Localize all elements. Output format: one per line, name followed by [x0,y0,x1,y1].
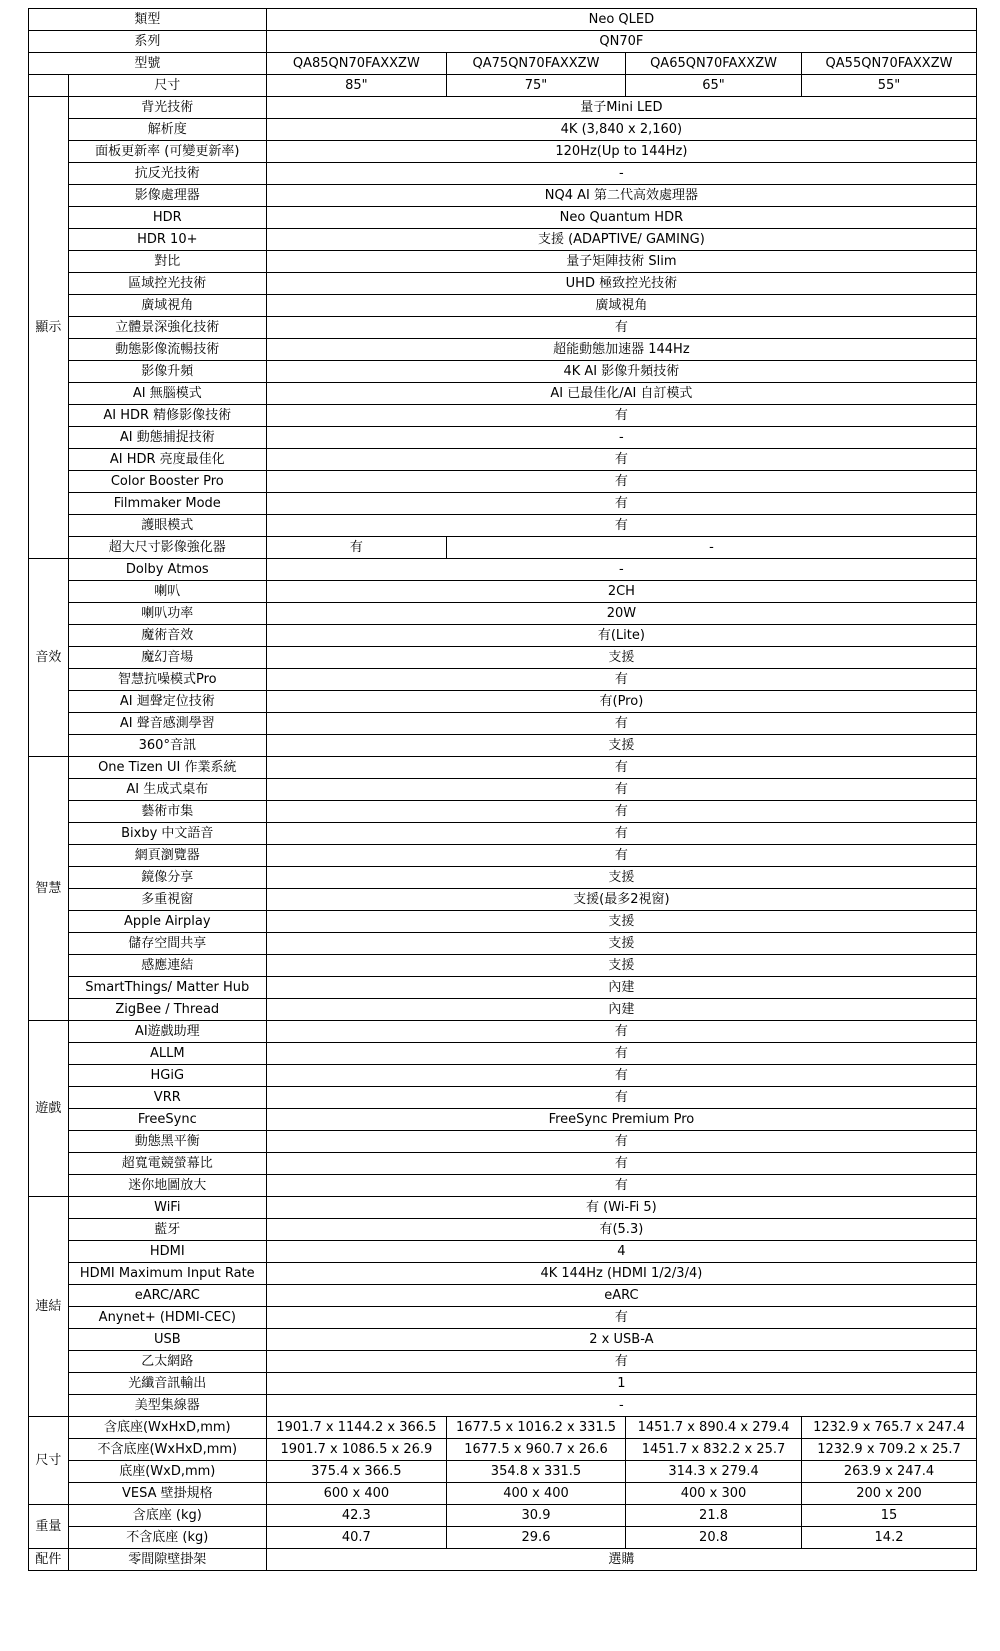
spec-label: 解析度 [68,119,266,141]
group-label: 智慧 [29,757,69,1021]
spec-value-model-2: 1677.5 x 960.7 x 26.6 [446,1439,625,1461]
spec-value: 支援(最多2視窗) [266,889,976,911]
spec-value-model-4: 14.2 [802,1527,977,1549]
spec-row [29,1373,977,1395]
spec-value: 有 [266,317,976,339]
spec-row [29,97,977,119]
spec-label: 網頁瀏覽器 [68,845,266,867]
spec-row [29,1285,977,1307]
spec-row [29,361,977,383]
spec-label: 立體景深強化技術 [68,317,266,339]
spec-row [29,1131,977,1153]
spec-row [29,955,977,977]
spec-label: AI 無腦模式 [68,383,266,405]
spec-value: 有(5.3) [266,1219,976,1241]
spec-value: FreeSync Premium Pro [266,1109,976,1131]
spec-value: 有 [266,1021,976,1043]
spec-value-model-3: 400 x 300 [626,1483,802,1505]
spec-value: 有 (Wi-Fi 5) [266,1197,976,1219]
group-label: 配件 [29,1549,69,1571]
spec-label: 多重視窗 [68,889,266,911]
spec-row [29,1417,977,1439]
spec-row [29,185,977,207]
header-label: 型號 [29,53,267,75]
spec-row [29,1307,977,1329]
spec-value: 有 [266,757,976,779]
spec-label: AI 動態捕捉技術 [68,427,266,449]
spec-label: HDMI [68,1241,266,1263]
spec-value: - [446,537,976,559]
spec-value-model-2: 29.6 [446,1527,625,1549]
spec-value: UHD 極致控光技術 [266,273,976,295]
spec-value-model-1: 375.4 x 366.5 [266,1461,446,1483]
spec-row [29,229,977,251]
spec-label: eARC/ARC [68,1285,266,1307]
spec-row [29,383,977,405]
group-label: 顯示 [29,97,69,559]
spec-row [29,1351,977,1373]
spec-value: 有 [266,1087,976,1109]
spec-value: NQ4 AI 第二代高效處理器 [266,185,976,207]
spec-value: 有 [266,713,976,735]
spec-value-model-1: 600 x 400 [266,1483,446,1505]
spec-label: 魔幻音場 [68,647,266,669]
spec-label: 對比 [68,251,266,273]
spec-value: 量子矩陣技術 Slim [266,251,976,273]
spec-row [29,515,977,537]
spec-value-model-4: 15 [802,1505,977,1527]
spec-row [29,273,977,295]
spec-value: 2 x USB-A [266,1329,976,1351]
spec-label: VRR [68,1087,266,1109]
spec-label: 喇叭 [68,581,266,603]
spec-row [29,1043,977,1065]
spec-label: AI HDR 亮度最佳化 [68,449,266,471]
spec-row [29,647,977,669]
spec-label: 不含底座 (kg) [68,1527,266,1549]
spec-label: 含底座(WxHxD,mm) [68,1417,266,1439]
spec-label: Dolby Atmos [68,559,266,581]
group-label: 連結 [29,1197,69,1417]
spec-label: 迷你地圖放大 [68,1175,266,1197]
spec-value-model-1: 42.3 [266,1505,446,1527]
spec-value-model-3: 1451.7 x 832.2 x 25.7 [626,1439,802,1461]
spec-row [29,559,977,581]
spec-value-model-2: 75" [446,75,625,97]
spec-value: 超能動態加速器 144Hz [266,339,976,361]
spec-label: ZigBee / Thread [68,999,266,1021]
spec-row [29,317,977,339]
spec-row [29,977,977,999]
spec-label: Apple Airplay [68,911,266,933]
spec-value: 支援 [266,955,976,977]
spec-label: 喇叭功率 [68,603,266,625]
spec-value: 有 [266,1043,976,1065]
spec-label: 底座(WxD,mm) [68,1461,266,1483]
spec-row [29,493,977,515]
spec-row [29,845,977,867]
spec-table [28,8,977,1571]
spec-value-model-1: QA85QN70FAXXZW [266,53,446,75]
spec-value: 量子Mini LED [266,97,976,119]
size-row [29,75,977,97]
spec-row [29,1153,977,1175]
spec-value: 支援 [266,867,976,889]
spec-value-model-4: 200 x 200 [802,1483,977,1505]
spec-value: 4K 144Hz (HDMI 1/2/3/4) [266,1263,976,1285]
spec-value: 有(Lite) [266,625,976,647]
spec-row [29,1395,977,1417]
spec-value: AI 已最佳化/AI 自訂模式 [266,383,976,405]
spec-row [29,1065,977,1087]
spec-value: 支援 [266,933,976,955]
spec-value: 有 [266,515,976,537]
spec-value-model-4: QA55QN70FAXXZW [802,53,977,75]
spec-value-model-3: 20.8 [626,1527,802,1549]
spec-label: 動態影像流暢技術 [68,339,266,361]
spec-value: 2CH [266,581,976,603]
spec-row [29,1329,977,1351]
spec-value: 有 [266,1307,976,1329]
spec-row [29,1483,977,1505]
group-label: 重量 [29,1505,69,1549]
spec-value: - [266,163,976,185]
spec-row [29,867,977,889]
spec-row [29,141,977,163]
spec-row [29,427,977,449]
spec-label: AI 迴聲定位技術 [68,691,266,713]
spec-value-model-2: 30.9 [446,1505,625,1527]
spec-value: Neo QLED [266,9,976,31]
spec-label: AI 生成式桌布 [68,779,266,801]
spec-row [29,889,977,911]
header-row [29,9,977,31]
spec-value: Neo Quantum HDR [266,207,976,229]
spec-label: Color Booster Pro [68,471,266,493]
spec-label: ALLM [68,1043,266,1065]
header-label: 系列 [29,31,267,53]
spec-row [29,625,977,647]
spec-label: 智慧抗噪模式Pro [68,669,266,691]
spec-label: 超寬電競螢幕比 [68,1153,266,1175]
spec-label: 超大尺寸影像強化器 [68,537,266,559]
spec-value: 廣域視角 [266,295,976,317]
spec-label: One Tizen UI 作業系統 [68,757,266,779]
spec-row [29,1241,977,1263]
spec-value: 有 [266,1153,976,1175]
spec-value: 有 [266,1351,976,1373]
spec-value: 4K AI 影像升頻技術 [266,361,976,383]
group-label: 尺寸 [29,1417,69,1505]
spec-value-model-1: 1901.7 x 1144.2 x 366.5 [266,1417,446,1439]
size-label: 尺寸 [68,75,266,97]
spec-row [29,823,977,845]
blank-cell [29,75,69,97]
spec-row [29,1197,977,1219]
header-row [29,53,977,75]
spec-row [29,471,977,493]
spec-label: 影像升頻 [68,361,266,383]
header-label: 類型 [29,9,267,31]
spec-row [29,1505,977,1527]
spec-value: 有 [266,537,446,559]
spec-row [29,405,977,427]
spec-label: Bixby 中文語音 [68,823,266,845]
spec-value: 支援 [266,735,976,757]
spec-row [29,603,977,625]
spec-value-model-2: 400 x 400 [446,1483,625,1505]
spec-value: 內建 [266,999,976,1021]
spec-value-model-2: 354.8 x 331.5 [446,1461,625,1483]
spec-value-model-1: 40.7 [266,1527,446,1549]
spec-row [29,713,977,735]
spec-label: 魔術音效 [68,625,266,647]
spec-row [29,207,977,229]
spec-value: 有 [266,669,976,691]
spec-label: 含底座 (kg) [68,1505,266,1527]
spec-label: HDMI Maximum Input Rate [68,1263,266,1285]
spec-value-model-4: 1232.9 x 765.7 x 247.4 [802,1417,977,1439]
spec-row [29,1219,977,1241]
spec-label: 廣域視角 [68,295,266,317]
spec-value-model-4: 263.9 x 247.4 [802,1461,977,1483]
spec-label: 動態黑平衡 [68,1131,266,1153]
spec-row [29,1175,977,1197]
spec-label: 背光技術 [68,97,266,119]
spec-value: 有 [266,823,976,845]
group-label: 音效 [29,559,69,757]
spec-value: 選購 [266,1549,976,1571]
spec-value: 有 [266,801,976,823]
spec-value: 有 [266,779,976,801]
spec-row [29,251,977,273]
spec-label: VESA 壁掛規格 [68,1483,266,1505]
spec-value-model-4: 1232.9 x 709.2 x 25.7 [802,1439,977,1461]
spec-label: AI HDR 精修影像技術 [68,405,266,427]
spec-label: 藝術市集 [68,801,266,823]
spec-value: 4 [266,1241,976,1263]
spec-row [29,1439,977,1461]
spec-value: 內建 [266,977,976,999]
spec-value: 有 [266,471,976,493]
spec-label: HDR [68,207,266,229]
spec-label: 影像處理器 [68,185,266,207]
spec-label: 光纖音訊輸出 [68,1373,266,1395]
spec-label: 區域控光技術 [68,273,266,295]
spec-row [29,119,977,141]
spec-value: 有 [266,449,976,471]
spec-row [29,801,977,823]
spec-label: 感應連結 [68,955,266,977]
spec-row [29,735,977,757]
spec-label: 360°音訊 [68,735,266,757]
spec-label: Anynet+ (HDMI-CEC) [68,1307,266,1329]
spec-value: - [266,1395,976,1417]
spec-value: QN70F [266,31,976,53]
spec-value: 有 [266,405,976,427]
spec-value-model-1: 1901.7 x 1086.5 x 26.9 [266,1439,446,1461]
spec-row [29,1527,977,1549]
spec-label: FreeSync [68,1109,266,1131]
spec-label: HGiG [68,1065,266,1087]
spec-value: 有 [266,1175,976,1197]
spec-label: HDR 10+ [68,229,266,251]
spec-value-model-2: 1677.5 x 1016.2 x 331.5 [446,1417,625,1439]
group-label: 遊戲 [29,1021,69,1197]
spec-label: 零間隙壁掛架 [68,1549,266,1571]
spec-label: 抗反光技術 [68,163,266,185]
spec-row [29,911,977,933]
spec-row [29,691,977,713]
spec-value: 4K (3,840 x 2,160) [266,119,976,141]
spec-row [29,537,977,559]
spec-label: SmartThings/ Matter Hub [68,977,266,999]
spec-value: 有(Pro) [266,691,976,713]
spec-value: 有 [266,1065,976,1087]
spec-value-model-3: 21.8 [626,1505,802,1527]
spec-value-model-2: QA75QN70FAXXZW [446,53,625,75]
spec-value: eARC [266,1285,976,1307]
spec-row [29,1021,977,1043]
spec-label: WiFi [68,1197,266,1219]
spec-label: 面板更新率 (可變更新率) [68,141,266,163]
spec-label: 不含底座(WxHxD,mm) [68,1439,266,1461]
spec-value: 有 [266,845,976,867]
spec-value: 支援 [266,911,976,933]
spec-row [29,449,977,471]
spec-row [29,1263,977,1285]
spec-value: 20W [266,603,976,625]
spec-label: 乙太網路 [68,1351,266,1373]
spec-row [29,1549,977,1571]
spec-label: AI遊戲助理 [68,1021,266,1043]
spec-label: 儲存空間共享 [68,933,266,955]
spec-label: AI 聲音感測學習 [68,713,266,735]
spec-value: 有 [266,493,976,515]
spec-value-model-3: 314.3 x 279.4 [626,1461,802,1483]
spec-row [29,1109,977,1131]
spec-row [29,163,977,185]
spec-label: 護眼模式 [68,515,266,537]
spec-label: Filmmaker Mode [68,493,266,515]
spec-row [29,339,977,361]
spec-label: USB [68,1329,266,1351]
spec-row [29,779,977,801]
spec-label: 鏡像分享 [68,867,266,889]
spec-label: 藍牙 [68,1219,266,1241]
header-row [29,31,977,53]
spec-value-model-3: QA65QN70FAXXZW [626,53,802,75]
spec-value: - [266,559,976,581]
spec-row [29,295,977,317]
spec-value: 支援 (ADAPTIVE/ GAMING) [266,229,976,251]
spec-row [29,1461,977,1483]
spec-row [29,757,977,779]
spec-row [29,1087,977,1109]
spec-row [29,999,977,1021]
spec-value: 支援 [266,647,976,669]
spec-row [29,581,977,603]
spec-row [29,933,977,955]
spec-value-model-3: 65" [626,75,802,97]
spec-value: - [266,427,976,449]
spec-value: 1 [266,1373,976,1395]
spec-value-model-1: 85" [266,75,446,97]
spec-value-model-4: 55" [802,75,977,97]
spec-value: 有 [266,1131,976,1153]
spec-value: 120Hz(Up to 144Hz) [266,141,976,163]
spec-row [29,669,977,691]
spec-label: 美型集線器 [68,1395,266,1417]
spec-value-model-3: 1451.7 x 890.4 x 279.4 [626,1417,802,1439]
